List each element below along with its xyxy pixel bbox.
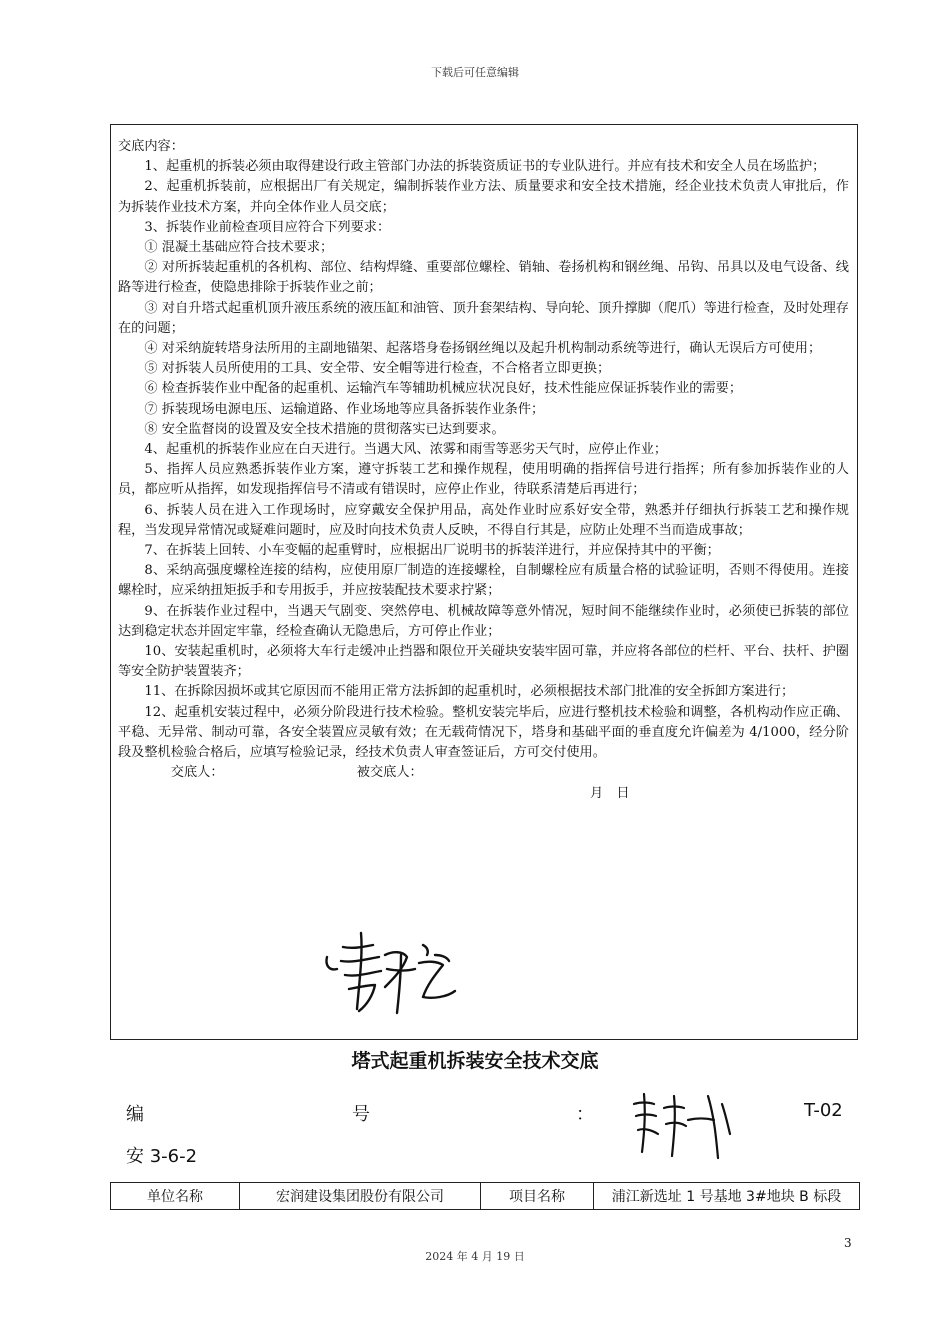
date-field: 月 日 — [590, 785, 630, 801]
paragraph-5: 5、指挥人员应熟悉拆装作业方案，遵守拆装工艺和操作规程，使用明确的指挥信号进行指挥；所有参加拆装作业的人员，都应听从指挥，如发现指挥信号不清或有错误时，应停止作业，待联系清楚后再进行； — [118, 462, 849, 498]
number-label-1: 编 — [126, 1104, 144, 1125]
paragraph-12: 12、起重机安装过程中，必须分阶段进行技术检验。整机安装完毕后，应进行整机技术检验和调整，各机构动作应正确、平稳、无异常、制动可靠，各安全装置应灵敏有效；在无载荷情况下，塔身和基础平面的垂直度允许偏差为 4/1000，经分阶段及整机检验合格后，应填写检验记录，经技术负责人审查签证后，方可交付使用。 — [118, 704, 849, 761]
check-item-8: ⑧ 安全监督岗的设置及安全技术措施的贯彻落实已达到要求。 — [144, 421, 505, 437]
number-label-2: 号 — [352, 1104, 370, 1125]
paragraph-1: 1、起重机的拆装必须由取得建设行政主管部门办法的拆装资质证书的专业队进行。并应有技术和安全人员在场监护； — [144, 159, 826, 175]
check-item-3: ③ 对自升塔式起重机顶升液压系统的液压缸和油管、顶升套架结构、导向轮、顶升撑脚（爬爪）等进行检查，及时处理存在的问题； — [118, 300, 849, 336]
check-item-2: ② 对所拆装起重机的各机构、部位、结构焊缝、重要部位螺栓、销轴、卷扬机构和钢丝绳、吊钩、吊具以及电气设备、线路等进行检查，使隐患排除于拆装作业之前； — [118, 260, 849, 296]
project-name-value: 浦江新选址 1 号基地 3#地块 B 标段 — [594, 1183, 860, 1210]
paragraph-11: 11、在拆除因损坏或其它原因而不能用正常方法拆卸的起重机时，必须根据技术部门批准的安全拆卸方案进行； — [144, 684, 795, 700]
paragraph-10: 10、安装起重机时，必须将大车行走缓冲止挡器和限位开关碰块安装牢固可靠，并应将各部位的栏杆、平台、扶杆、护圈等安全防护装置装齐； — [118, 644, 849, 680]
document-number-row — [126, 1100, 852, 1130]
info-table — [110, 1182, 860, 1210]
annex-code: 安 3-6-2 — [126, 1146, 198, 1167]
check-item-6: ⑥ 检查拆装作业中配备的起重机、运输汽车等辅助机械应状况良好，技术性能应保证拆装作业的需要； — [144, 381, 743, 397]
check-item-1: ① 混凝土基础应符合技术要求； — [144, 240, 334, 256]
disclosure-content-box — [110, 124, 858, 1040]
check-item-4: ④ 对采纳旋转塔身法所用的主副地锚架、起落塔身卷扬钢丝绳以及起升机构制动系统等进行，确认无误后方可使用； — [144, 341, 822, 357]
check-item-5: ⑤ 对拆装人员所使用的工具、安全带、安全帽等进行检查，不合格者立即更换； — [144, 361, 611, 377]
handwritten-signature — [323, 925, 473, 1025]
paragraph-6: 6、拆装人员在进入工作现场时，应穿戴安全保护用品，高处作业时应系好安全带，熟悉并仔细执行拆装工艺和操作规程，当发现异常情况或疑难问题时，应及时向技术负责人反映，不得自行其是，应防止处理不当而造成事故； — [118, 502, 849, 538]
header-note: 下载后可任意编辑 — [431, 66, 519, 79]
footer-date: 2024 年 4 月 19 日 — [425, 1250, 525, 1263]
paragraph-4: 4、起重机的拆装作业应在白天进行。当遇大风、浓雾和雨雪等恶劣天气时，应停止作业； — [144, 442, 668, 458]
paragraph-8: 8、采纳高强度螺栓连接的结构，应使用原厂制造的连接螺栓，自制螺栓应有质量合格的试验证明，否则不得使用。连接螺栓时，应采纳扭矩扳手和专用扳手，并应按装配技术要求拧紧； — [118, 563, 849, 599]
signer-row — [118, 763, 849, 783]
receiver-label: 被交底人： — [356, 765, 423, 781]
project-name-label: 项目名称 — [481, 1183, 594, 1210]
unit-name-value: 宏润建设集团股份有限公司 — [240, 1183, 481, 1210]
content-label: 交底内容： — [118, 139, 184, 154]
number-colon: ： — [576, 1104, 594, 1125]
document-code: T-02 — [804, 1100, 843, 1121]
paragraph-3: 3、拆装作业前检查项目应符合下列要求： — [144, 219, 391, 235]
paragraph-7: 7、在拆装上回转、小车变幅的起重臂时，应根据出厂说明书的拆装洋进行，并应保持其中的平衡； — [144, 543, 720, 559]
document-title: 塔式起重机拆装安全技术交底 — [351, 1050, 599, 1072]
table-row — [111, 1183, 860, 1210]
handwritten-number-signature — [630, 1086, 740, 1166]
unit-name-label: 单位名称 — [111, 1183, 240, 1210]
paragraph-9: 9、在拆装作业过程中，当遇天气剧变、突然停电、机械故障等意外情况，短时间不能继续作业时，必须使已拆装的部位达到稳定状态并固定牢靠，经检查确认无隐患后，方可停止作业； — [118, 603, 849, 639]
disclosure-content — [118, 137, 849, 804]
check-item-7: ⑦ 拆装现场电源电压、运输道路、作业场地等应具备拆装作业条件； — [144, 401, 545, 417]
giver-label: 交底人： — [170, 765, 224, 781]
page-number: 3 — [844, 1236, 852, 1250]
paragraph-2: 2、起重机拆装前，应根据出厂有关规定，编制拆装作业方法、质量要求和安全技术措施，经企业技术负责人审批后，作为拆装作业技术方案，并向全体作业人员交底； — [118, 179, 849, 215]
